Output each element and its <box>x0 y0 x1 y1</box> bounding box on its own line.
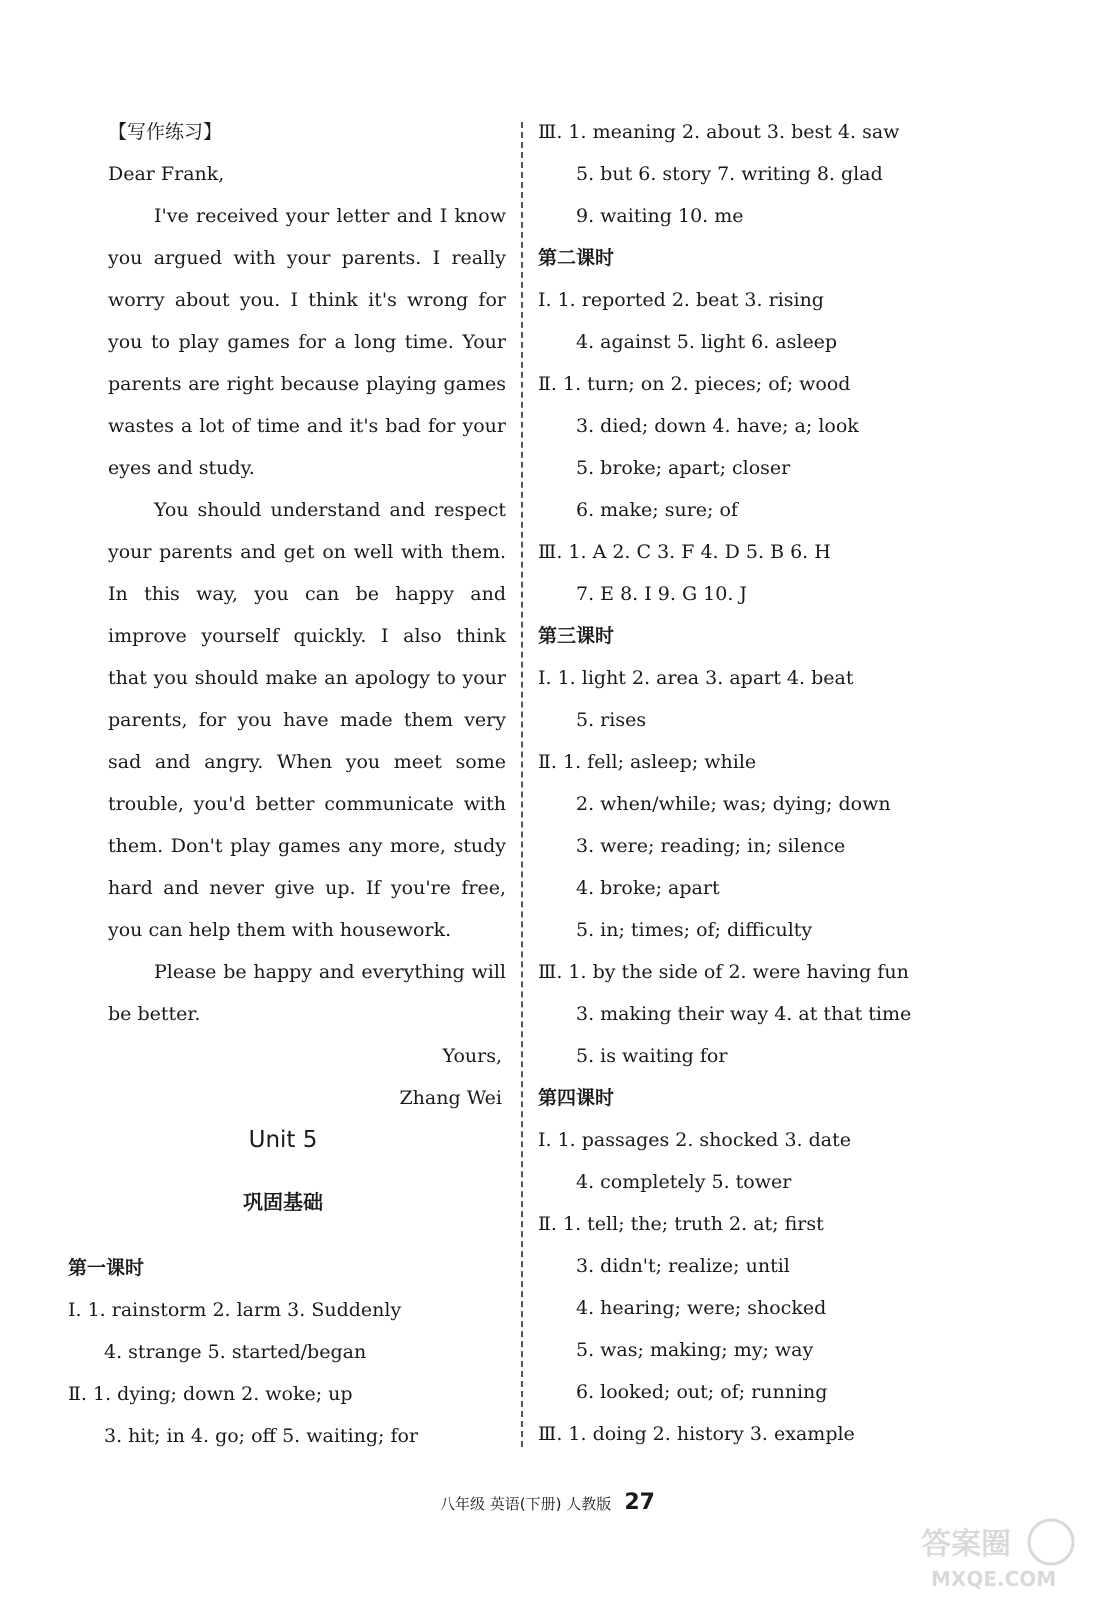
lesson-heading: 第二课时 <box>538 247 615 269</box>
letter-line: wastes a lot of time and it's bad for your <box>108 415 506 437</box>
answer-line: 5. rises <box>576 709 647 731</box>
answer-line: 4. completely 5. tower <box>576 1171 792 1193</box>
column-divider <box>521 122 523 1447</box>
answer-line: 5. was; making; my; way <box>576 1339 814 1361</box>
answer-line: Ⅰ. 1. reported 2. beat 3. rising <box>538 289 824 311</box>
answer-line: Ⅱ. 1. tell; the; truth 2. at; first <box>538 1213 824 1235</box>
answer-line: 5. is waiting for <box>576 1045 728 1067</box>
answer-line: Ⅲ. 1. by the side of 2. were having fun <box>538 961 909 983</box>
footer-book-info: 八年级 英语(下册) 人教版 <box>440 1495 612 1513</box>
letter-line: improve yourself quickly. I also think <box>108 625 506 647</box>
letter-line: eyes and study. <box>108 457 255 479</box>
answer-line: 5. broke; apart; closer <box>576 457 791 479</box>
letter-line: your parents and get on well with them. <box>108 541 506 563</box>
lesson-heading: 第三课时 <box>538 625 615 647</box>
letter-line: you argued with your parents. I really <box>108 247 506 269</box>
letter-line: Please be happy and everything will <box>154 961 506 983</box>
unit-title: Unit 5 <box>248 1127 318 1153</box>
writing-practice-heading: 【写作练习】 <box>108 121 223 143</box>
letter-line: you can help them with housework. <box>108 919 452 941</box>
answer-line: Ⅰ. 1. light 2. area 3. apart 4. beat <box>538 667 854 689</box>
letter-line: You should understand and respect <box>154 499 506 521</box>
letter-salutation: Dear Frank, <box>108 163 225 185</box>
letter-line: that you should make an apology to your <box>108 667 506 689</box>
answer-line: Ⅱ. 1. dying; down 2. woke; up <box>68 1383 353 1405</box>
letter-line: them. Don't play games any more, study <box>108 835 506 857</box>
letter-line: worry about you. I think it's wrong for <box>108 289 506 311</box>
answer-line: Ⅱ. 1. fell; asleep; while <box>538 751 757 773</box>
answer-line: 5. but 6. story 7. writing 8. glad <box>576 163 883 185</box>
answer-line: 3. hit; in 4. go; off 5. waiting; for <box>104 1425 419 1447</box>
answer-line: 3. making their way 4. at that time <box>576 1003 912 1025</box>
answer-line: 5. in; times; of; difficulty <box>576 919 813 941</box>
section-title: 巩固基础 <box>243 1190 323 1214</box>
answer-line: 3. died; down 4. have; a; look <box>576 415 859 437</box>
letter-line: sad and angry. When you meet some <box>108 751 506 773</box>
letter-closing: Yours, <box>442 1045 502 1067</box>
answer-line: 2. when/while; was; dying; down <box>576 793 891 815</box>
answer-line: 6. make; sure; of <box>576 499 738 521</box>
answer-line: 4. strange 5. started/began <box>104 1341 367 1363</box>
answer-line: Ⅲ. 1. doing 2. history 3. example <box>538 1423 855 1445</box>
answer-line: Ⅱ. 1. turn; on 2. pieces; of; wood <box>538 373 851 395</box>
letter-line: parents, for you have made them very <box>108 709 506 731</box>
answer-line: 4. broke; apart <box>576 877 720 899</box>
answer-line: 7. E 8. I 9. G 10. J <box>576 583 748 605</box>
watermark-label: 答案圈 <box>921 1527 1011 1562</box>
letter-line: be better. <box>108 1003 201 1025</box>
answer-line: 3. didn't; realize; until <box>576 1255 790 1277</box>
letter-line: In this way, you can be happy and <box>108 583 506 605</box>
watermark-logo <box>911 1512 1081 1592</box>
letter-line: hard and never give up. If you're free, <box>108 877 506 899</box>
letter-line: I've received your letter and I know <box>154 205 506 227</box>
answer-line: 6. looked; out; of; running <box>576 1381 828 1403</box>
answer-line: 3. were; reading; in; silence <box>576 835 846 857</box>
answer-line: 4. against 5. light 6. asleep <box>576 331 838 353</box>
answer-line: Ⅲ. 1. meaning 2. about 3. best 4. saw <box>538 121 900 143</box>
lesson-heading: 第一课时 <box>68 1257 145 1279</box>
answer-line: 4. hearing; were; shocked <box>576 1297 827 1319</box>
page-number: 27 <box>624 1490 655 1515</box>
letter-line: parents are right because playing games <box>108 373 506 395</box>
watermark-url: MXQE.COM <box>931 1567 1057 1591</box>
answer-line: Ⅰ. 1. rainstorm 2. larm 3. Suddenly <box>68 1299 402 1321</box>
answer-line: 9. waiting 10. me <box>576 205 744 227</box>
letter-signature: Zhang Wei <box>399 1087 502 1109</box>
answer-line: Ⅰ. 1. passages 2. shocked 3. date <box>538 1129 851 1151</box>
letter-line: trouble, you'd better communicate with <box>108 793 506 815</box>
letter-line: you to play games for a long time. Your <box>108 331 506 353</box>
lesson-heading: 第四课时 <box>538 1087 615 1109</box>
answer-line: Ⅲ. 1. A 2. C 3. F 4. D 5. B 6. H <box>538 541 831 563</box>
